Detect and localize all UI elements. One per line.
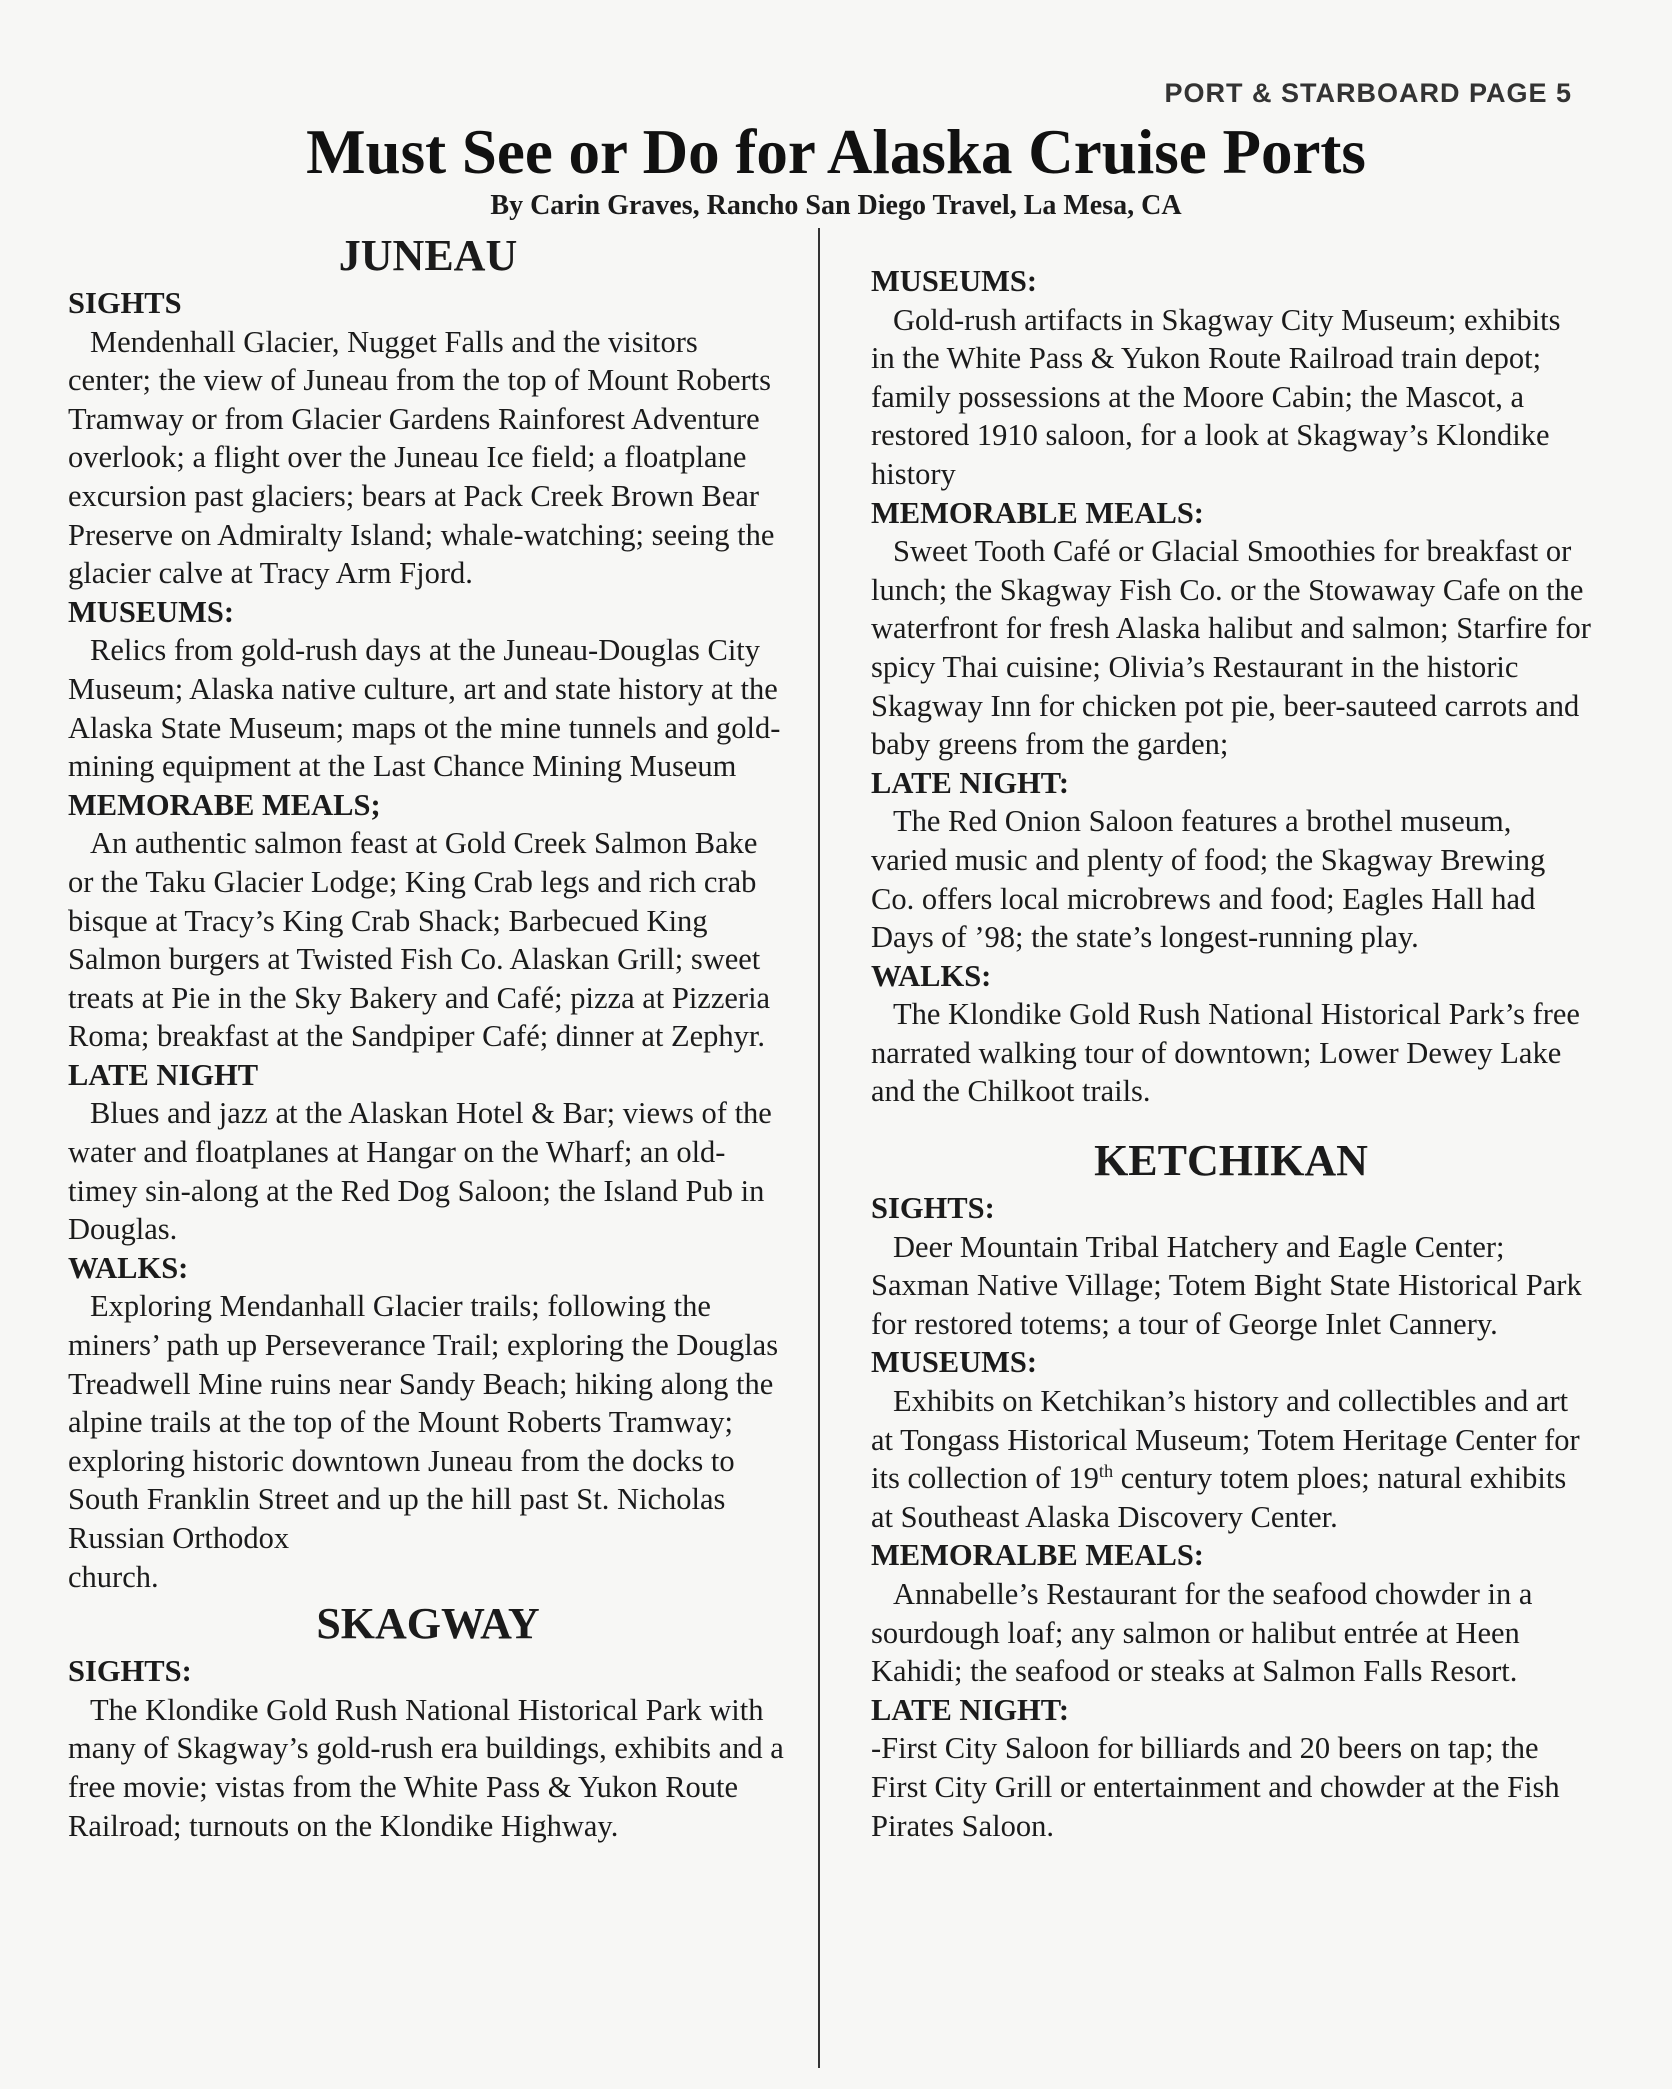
ketchikan-museums-text (871, 1382, 1591, 1536)
ketchikan-sights-heading: SIGHTS: (871, 1191, 995, 1226)
skagway-sights-heading: SIGHTS: (68, 1654, 192, 1689)
section-spacer (871, 1111, 1591, 1133)
juneau-museums-heading: MUSEUMS: (68, 594, 235, 629)
article-byline: By Carin Graves, Rancho San Diego Travel, La Mesa, CA (490, 190, 1182, 221)
juneau-walks-heading: WALKS: (68, 1250, 189, 1285)
skagway-meals-heading: MEMORABLE MEALS: (871, 495, 1204, 530)
skagway-museums-text: Gold-rush artifacts in Skagway City Museum; exhibits in the White Pass & Yukon Route Railroad train depot; family possessions at the Moore Cabin; the Mascot, a restored 1910 saloon, for a look at Skagway’s Klondike history (871, 302, 1561, 491)
ketchikan-museums-text-after: century totem ploes; natural exhibits at Southeast Alaska Discovery Center. (871, 1461, 1567, 1534)
column-divider (818, 228, 820, 2068)
skagway-museums-heading: MUSEUMS: (871, 264, 1038, 298)
skagway-latenight-heading: LATE NIGHT: (871, 765, 1069, 800)
juneau-heading: JUNEAU (338, 231, 518, 280)
juneau-latenight-heading: LATE NIGHT (68, 1057, 259, 1092)
ketchikan-heading: KETCHIKAN (1094, 1136, 1368, 1186)
skagway-sights-text: The Klondike Gold Rush National Historical Park with many of Skagway’s gold-rush era buildings, exhibits and a free movie; vistas from the White Pass & Yukon Route Railroad; turnouts on the Klondike Highway. (68, 1692, 784, 1843)
ketchikan-latenight-heading: LATE NIGHT: (871, 1692, 1069, 1727)
skagway-meals-text: Sweet Tooth Café or Glacial Smoothies for breakfast or lunch; the Skagway Fish Co. or the Stowaway Cafe on the waterfront for fresh Alaska halibut and salmon; Starfire for spicy Thai cuisine; Olivia’s Restaurant in the historic Skagway Inn for chicken pot pie, beer-sauteed carrots and baby greens from the garden; (871, 534, 1591, 762)
ketchikan-meals-text: Annabelle’s Restaurant for the seafood chowder in a sourdough loaf; any salmon or halibut entrée at Heen Kahidi; the seafood or steaks at Salmon Falls Resort. (871, 1577, 1533, 1689)
juneau-meals-text: An authentic salmon feast at Gold Creek Salmon Bake or the Taku Glacier Lodge; King Crab legs and rich crab bisque at Tracy’s King Crab Shack; Barbecued King Salmon burgers at Twisted Fish Co. Alaskan Grill; sweet treats at Pie in the Sky Bakery and Café; pizza at Pizzeria Roma; breakfast at the Sandpiper Café; dinner at Zephyr. (68, 826, 771, 1054)
juneau-museums-text: Relics from gold-rush days at the Juneau-Douglas City Museum; Alaska native culture, art and state history at the Alaska State Museum; maps ot the mine tunnels and gold-mining equipment at the Last Chance Mining Museum (68, 633, 781, 784)
juneau-sights-heading: SIGHTS (68, 286, 182, 320)
superscript-th: th (1098, 1461, 1114, 1482)
skagway-walks-text: The Klondike Gold Rush National Historical Park’s free narrated walking tour of downtown; Lower Dewey Lake and the Chilkoot trails. (871, 997, 1580, 1109)
right-column (871, 262, 1591, 1845)
juneau-walks-tail: church. (68, 1559, 159, 1594)
ketchikan-meals-heading: MEMORALBE MEALS: (871, 1538, 1204, 1573)
juneau-walks-text: Exploring Mendanhall Glacier trails; following the miners’ path up Perseverance Trail; exploring the Douglas Treadwell Mine ruins near Sandy Beach; hiking along the alpine trails at the top of the Mount Roberts Tramway; exploring historic downtown Juneau from the docks to South Franklin Street and up the hill past St. Nicholas Russian Orthodox (68, 1289, 779, 1555)
juneau-meals-heading: MEMORABE MEALS; (68, 787, 381, 822)
ketchikan-sights-text: Deer Mountain Tribal Hatchery and Eagle Center; Saxman Native Village; Totem Bight State Historical Park for restored totems; a tour of George Inlet Cannery. (871, 1229, 1582, 1341)
skagway-latenight-text: The Red Onion Saloon features a brothel museum, varied music and plenty of food; the Skagway Brewing Co. offers local microbrews and food; Eagles Hall had Days of ’98; the state’s longest-running play. (871, 804, 1546, 955)
ketchikan-museums-heading: MUSEUMS: (871, 1345, 1038, 1380)
article-title: Must See or Do for Alaska Cruise Ports (306, 117, 1366, 187)
skagway-walks-heading: WALKS: (871, 958, 992, 993)
page-header: PORT & STARBOARD PAGE 5 (1164, 78, 1572, 108)
left-column (68, 228, 788, 1845)
skagway-heading: SKAGWAY (316, 1599, 540, 1649)
ketchikan-latenight-text: -First City Saloon for billiards and 20 beers on tap; the First City Grill or entertainment and chowder at the Fish Pirates Saloon. (871, 1731, 1560, 1843)
juneau-latenight-text: Blues and jazz at the Alaskan Hotel & Bar; views of the water and floatplanes at Hangar on the Wharf; an old-timey sin-along at the Red Dog Saloon; the Island Pub in Douglas. (68, 1096, 772, 1247)
ketchikan-museums-text-before: Exhibits on Ketchikan’s history and collectibles and art at Tongass Historical Museum; Totem Heritage Center for its collection of 19 (871, 1384, 1580, 1496)
juneau-sights-text: Mendenhall Glacier, Nugget Falls and the visitors center; the view of Juneau from the top of Mount Roberts Tramway or from Glacier Gardens Rainforest Adventure overlook; a flight over the Juneau Ice field; a floatplane excursion past glaciers; bears at Pack Creek Brown Bear Preserve on Admiralty Island; whale-watching; seeing the glacier calve at Tracy Arm Fjord. (68, 324, 775, 591)
